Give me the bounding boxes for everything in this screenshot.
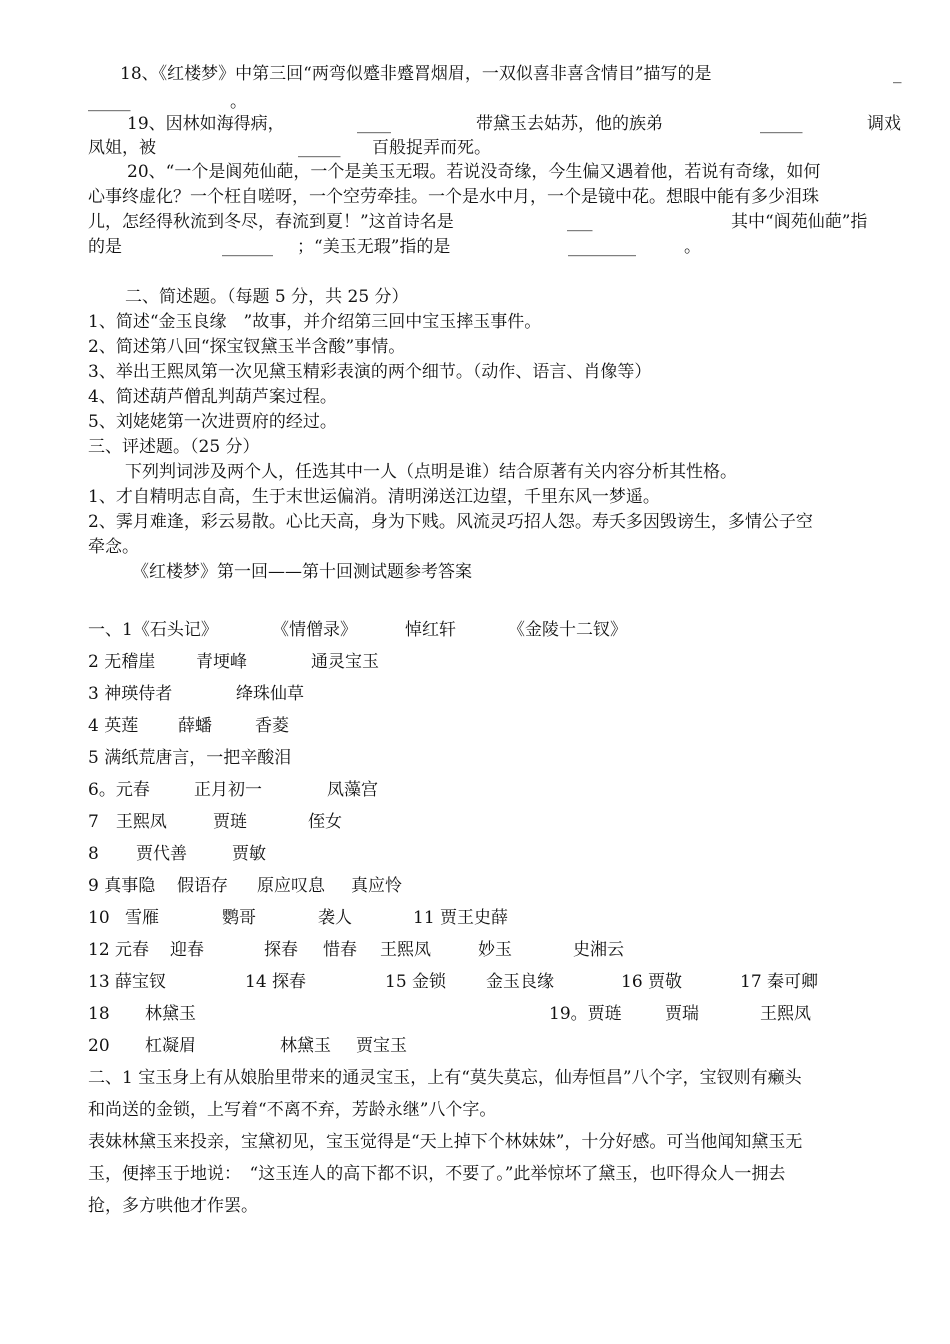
question-20-text: 。: [684, 237, 701, 257]
question-18-text: 18、《红楼梦》中第三回“两弯似蹙非蹙罥烟眉，一双似喜非喜含情目”描写的是: [120, 64, 712, 84]
answer-cell: 贾代善: [136, 844, 187, 864]
answer-cell: 12 元春: [88, 940, 150, 960]
answer-cell: 雪雁: [125, 908, 159, 928]
answer-cell: 王熙凤: [760, 1004, 811, 1024]
answer-cell: 5 满纸荒唐言，一把辛酸泪: [88, 748, 292, 768]
answer-part2-line: 玉，便摔玉于地说： “这玉连人的高下都不识，不要了。”此举惊坏了黛玉，也吓得众人一拥去: [88, 1164, 786, 1184]
section-2-item: 2、简述第八回“探宝钗黛玉半含酸”事情。: [88, 337, 406, 357]
answer-cell: 20: [88, 1036, 110, 1056]
answer-part2-line: 二、1 宝玉身上有从娘胎里带来的通灵宝玉，上有“莫失莫忘，仙寿恒昌”八个字，宝钗则有癞头: [88, 1068, 802, 1088]
answer-cell: 7 王熙凤: [88, 812, 167, 832]
answer-cell: 贾琏: [213, 812, 247, 832]
answer-cell: 林黛玉: [280, 1036, 331, 1056]
answer-cell: 通灵宝玉: [311, 652, 379, 672]
question-20-text: ；“美玉无瑕”指的是: [297, 237, 451, 257]
answer-cell: 《金陵十二钗》: [508, 620, 627, 640]
section-3-item: 2、霁月难逢，彩云易散。心比天高，身为下贱。风流灵巧招人怨。寿夭多因毁谤生，多情公子空: [88, 512, 813, 532]
answer-cell: 11 贾王史薛: [413, 908, 509, 928]
answer-cell: 杠凝眉: [145, 1036, 196, 1056]
answer-cell: 16 贾敬: [621, 972, 683, 992]
answer-cell: 绛珠仙草: [236, 684, 304, 704]
answer-cell: 林黛玉: [145, 1004, 196, 1024]
answer-blank: _____: [88, 92, 131, 112]
answer-cell: 贾敏: [232, 844, 266, 864]
question-18-end: 。: [230, 92, 247, 112]
question-20-text: 其中“阆苑仙葩”指: [731, 212, 868, 232]
answer-cell: 惜春: [323, 940, 357, 960]
answer-cell: 王熙凤: [380, 940, 431, 960]
section-3-intro: 下列判词涉及两个人，任选其中一人（点明是谁）结合原著有关内容分析其性格。: [125, 462, 737, 482]
answer-blank: ___: [567, 212, 593, 232]
answer-cell: 迎春: [170, 940, 204, 960]
answer-cell: 15 金锁: [385, 972, 447, 992]
section-3-item-cont: 牵念。: [88, 537, 139, 557]
answer-cell: 鹦哥: [222, 908, 256, 928]
section-2-item: 1、简述“金玉良缘 ”故事，并介绍第三回中宝玉摔玉事件。: [88, 312, 542, 332]
answer-cell: 17 秦可卿: [740, 972, 819, 992]
answer-cell: 妙玉: [478, 940, 512, 960]
answer-cell: 13 薛宝钗: [88, 972, 167, 992]
section-3-item: 1、才自精明志自高，生于末世运偏消。清明涕送江边望，千里东风一梦遥。: [88, 487, 660, 507]
answer-part2-line: 和尚送的金锁，上写着“不离不弃，芳龄永继”八个字。: [88, 1100, 497, 1120]
answer-blank: _____: [298, 138, 341, 158]
answer-cell: 2 无稽崖: [88, 652, 156, 672]
section-2-item: 5、刘姥姥第一次进贾府的经过。: [88, 412, 337, 432]
answer-blank: _: [893, 64, 902, 84]
answer-cell: 6。元春: [88, 780, 150, 800]
answer-blank: ____: [357, 114, 391, 134]
question-20-text: 儿，怎经得秋流到冬尽，春流到夏！”这首诗名是: [88, 212, 454, 232]
section-2-heading: 二、简述题。（每题 5 分，共 25 分）: [125, 287, 409, 307]
answer-cell: 3 神瑛侍者: [88, 684, 173, 704]
answer-cell: 袭人: [318, 908, 352, 928]
answer-blank: ______: [222, 237, 273, 257]
answer-cell: 4 英莲: [88, 716, 139, 736]
answer-cell: 贾宝玉: [356, 1036, 407, 1056]
answer-cell: 青埂峰: [196, 652, 247, 672]
answer-cell: 探春: [264, 940, 298, 960]
answer-cell: 薛蟠: [178, 716, 212, 736]
section-3-heading: 三、评述题。（25 分）: [88, 437, 260, 457]
answer-cell: 10: [88, 908, 110, 928]
answer-cell: 凤藻宫: [327, 780, 378, 800]
question-20-line2: 心事终虚化？一个枉自嗟呀，一个空劳牵挂。一个是水中月，一个是镜中花。想眼中能有多少泪珠: [88, 187, 819, 207]
answer-key-title: 《红楼梦》第一回——第十回测试题参考答案: [132, 562, 472, 582]
answer-cell: 原应叹息: [257, 876, 325, 896]
question-20-text: 的是: [88, 237, 122, 257]
answer-cell: 14 探春: [245, 972, 307, 992]
answer-cell: 一、1《石头记》: [88, 620, 218, 640]
question-19-text-b: 带黛玉去姑苏，他的族弟: [476, 114, 663, 134]
answer-part2-line: 表妹林黛玉来投亲，宝黛初见，宝玉觉得是“天上掉下个林妹妹”，十分好感。可当他闻知黛玉无: [88, 1132, 803, 1152]
question-20-line1: 20、“一个是阆苑仙葩，一个是美玉无瑕。若说没奇缘，今生偏又遇着他，若说有奇缘，如何: [127, 162, 821, 182]
question-19-text-e: 百般捉弄而死。: [372, 138, 491, 158]
answer-cell: 贾瑞: [665, 1004, 699, 1024]
question-19-text-a: 19、因林如海得病，: [127, 114, 285, 134]
answer-cell: 19。贾琏: [549, 1004, 622, 1024]
answer-cell: 8: [88, 844, 99, 864]
answer-cell: 9 真事隐: [88, 876, 156, 896]
answer-cell: 真应怜: [351, 876, 402, 896]
answer-blank: ________: [568, 237, 636, 257]
answer-cell: 正月初一: [194, 780, 262, 800]
answer-cell: 悼红轩: [405, 620, 456, 640]
question-19-text-c: 调戏: [867, 114, 901, 134]
answer-cell: 香菱: [255, 716, 289, 736]
answer-cell: 《情僧录》: [272, 620, 357, 640]
answer-cell: 史湘云: [573, 940, 624, 960]
answer-part2-line: 抢，多方哄他才作罢。: [88, 1196, 258, 1216]
question-19-text-d: 凤姐，被: [88, 138, 156, 158]
answer-cell: 侄女: [308, 812, 342, 832]
answer-blank: _____: [760, 114, 803, 134]
answer-cell: 假语存: [177, 876, 228, 896]
answer-cell: 金玉良缘: [486, 972, 554, 992]
section-2-item: 3、举出王熙凤第一次见黛玉精彩表演的两个细节。（动作、语言、肖像等）: [88, 362, 652, 382]
section-2-item: 4、简述葫芦僧乱判葫芦案过程。: [88, 387, 337, 407]
answer-cell: 18: [88, 1004, 110, 1024]
